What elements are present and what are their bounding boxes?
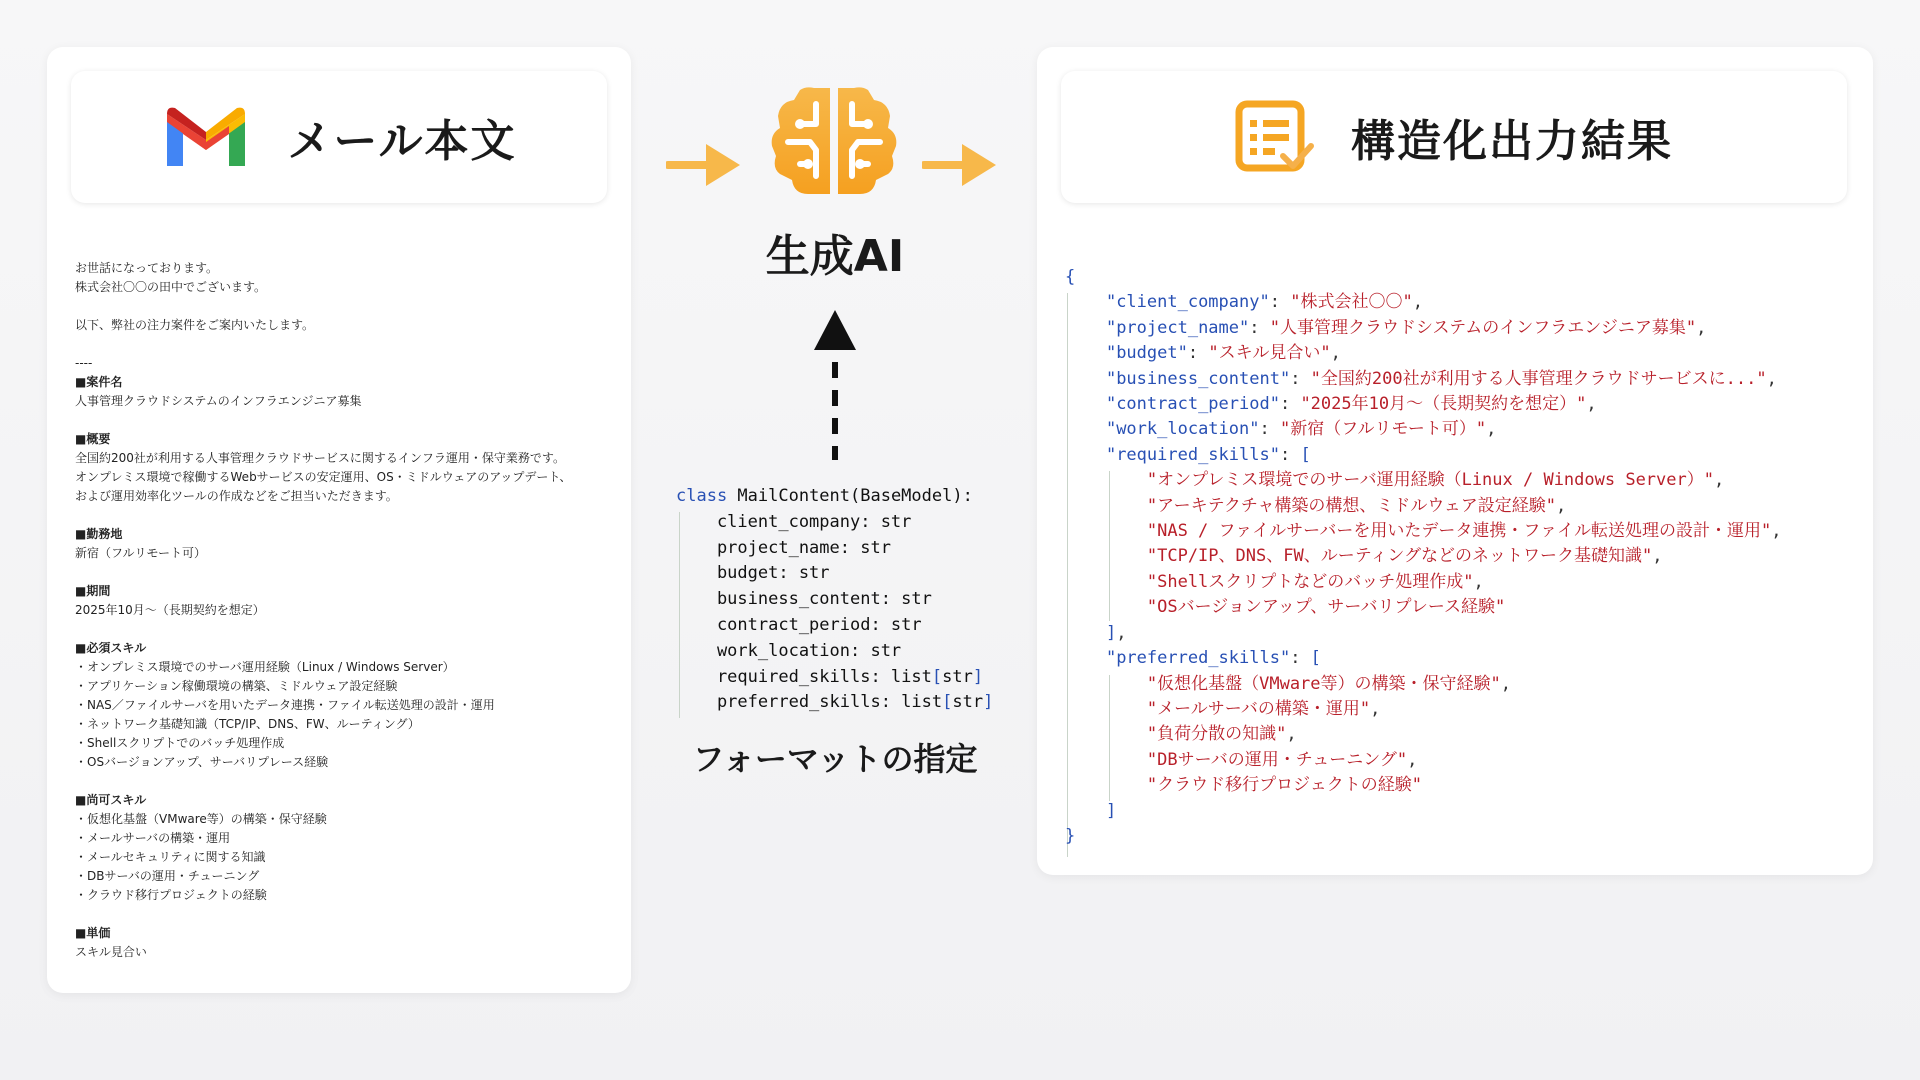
code-token: "business_content" <box>1105 368 1291 389</box>
format-class-code <box>676 484 993 716</box>
mail-section-heading: ■期間 <box>75 584 111 598</box>
code-token: [ <box>942 692 953 713</box>
code-token: "全国約200社が利用する人事管理クラウドサービスに..." <box>1310 368 1767 389</box>
code-line <box>1065 443 1865 468</box>
code-token: "preferred_skills" <box>1105 648 1291 669</box>
code-token: , <box>1771 521 1782 542</box>
code-token: "アーキテクチャ構築の構想、ミドルウェア設定経験" <box>1065 495 1556 516</box>
code-token: "オンプレミス環境でのサーバ運用経験（Linux / Windows Server）" <box>1065 470 1714 491</box>
structured-output-title: 構造化出力結果 <box>1351 116 1673 167</box>
mail-line: 全国約200社が利用する人事管理クラウドサービスに関するインフラ運用・保守業務です。 <box>75 451 565 465</box>
code-line <box>676 639 993 665</box>
mail-body-title: メール本文 <box>287 116 517 167</box>
code-token <box>1065 369 1106 389</box>
code-token: MailContent(BaseModel): <box>737 486 973 506</box>
code-token: "NAS / ファイルサーバーを用いたデータ連携・ファイル転送処理の設計・運用" <box>1065 521 1772 542</box>
code-line <box>1065 646 1865 671</box>
code-line <box>1065 265 1865 290</box>
code-token <box>1065 419 1106 439</box>
code-line <box>1065 316 1865 341</box>
mail-section-heading: ■概要 <box>75 432 111 446</box>
code-token: , <box>1286 724 1297 745</box>
code-line <box>1065 417 1865 442</box>
code-token <box>1065 801 1106 821</box>
code-token: "負荷分散の知識" <box>1065 724 1287 745</box>
code-line <box>676 536 993 562</box>
code-token: str <box>942 666 973 687</box>
mail-line: ・OSバージョンアップ、サーバリプレース経験 <box>75 755 329 769</box>
code-line <box>1065 392 1865 417</box>
code-token: business_content: str <box>676 589 932 610</box>
mail-line: および運用効率化ツールの作成などをご担当いただきます。 <box>75 489 398 503</box>
code-token: class <box>676 486 738 506</box>
mail-line: 株式会社〇〇の田中でございます。 <box>75 280 267 294</box>
mail-line: ・NAS／ファイルサーバを用いたデータ連携・ファイル転送処理の設計・運用 <box>75 698 495 712</box>
code-token: , <box>1116 622 1127 643</box>
code-token: "work_location" <box>1105 419 1260 440</box>
gmail-icon <box>161 104 251 170</box>
code-line <box>1065 367 1865 392</box>
code-token: , <box>1407 749 1418 770</box>
mail-body-header <box>71 71 607 203</box>
code-line <box>1065 824 1865 849</box>
code-token: preferred_skills: list <box>676 692 943 713</box>
code-line <box>676 613 993 639</box>
code-line <box>1065 621 1865 646</box>
code-token: : <box>1290 648 1311 669</box>
code-line <box>676 665 993 691</box>
arrow-right-icon <box>922 140 998 190</box>
code-token: project_name: str <box>676 537 891 558</box>
code-line <box>1065 748 1865 773</box>
code-line <box>1065 799 1865 824</box>
arrow-right-icon <box>666 140 742 190</box>
code-token: "budget" <box>1105 343 1188 364</box>
code-token: , <box>1330 343 1341 364</box>
code-token <box>1065 623 1106 643</box>
code-token: ] <box>1105 622 1117 643</box>
code-token: , <box>1555 495 1567 516</box>
code-token: [ <box>1310 648 1321 669</box>
mail-line: ---- <box>75 356 93 370</box>
code-token: "contract_period" <box>1105 394 1280 415</box>
code-token: , <box>1652 546 1663 567</box>
code-token: : <box>1187 343 1209 364</box>
mail-line: ・クラウド移行プロジェクトの経験 <box>75 888 267 902</box>
code-line <box>676 510 993 536</box>
code-token <box>1065 343 1106 363</box>
blank-line <box>75 335 615 354</box>
code-line <box>1065 544 1865 569</box>
code-token: , <box>1500 673 1512 694</box>
code-line <box>1065 341 1865 366</box>
blank-line <box>75 506 615 525</box>
code-token: [ <box>1300 444 1311 465</box>
brain-icon <box>770 84 898 198</box>
code-token: : <box>1249 317 1270 338</box>
code-token: } <box>1065 825 1076 846</box>
blank-line <box>75 620 615 639</box>
code-token: : <box>1279 444 1301 465</box>
code-token: "クラウド移行プロジェクトの経験" <box>1065 775 1423 796</box>
mail-line: ・オンプレミス環境でのサーバ運用経験（Linux / Windows Server） <box>75 660 455 674</box>
mail-line: お世話になっております。 <box>75 261 219 275</box>
code-token: [ <box>931 666 943 687</box>
code-line <box>1065 722 1865 747</box>
mail-line: 人事管理クラウドシステムのインフラエンジニア募集 <box>75 394 362 408</box>
code-token: "TCP/IP、DNS、FW、ルーティングなどのネットワーク基礎知識" <box>1065 546 1653 567</box>
format-label: フォーマットの指定 <box>692 740 978 778</box>
code-token: "project_name" <box>1105 317 1250 338</box>
code-token: { <box>1065 267 1076 287</box>
blank-line <box>75 411 615 430</box>
mail-line: ・Shellスクリプトでのバッチ処理作成 <box>75 736 285 750</box>
mail-section-heading: ■必須スキル <box>75 641 147 655</box>
mail-section-heading: ■勤務地 <box>75 527 123 541</box>
code-token <box>1065 292 1106 312</box>
code-token: ] <box>983 692 994 713</box>
mail-line: ・メールサーバの構築・運用 <box>75 831 231 845</box>
code-token: required_skills: list <box>676 666 932 687</box>
mail-line: ・仮想化基盤（VMware等）の構築・保守経験 <box>75 812 327 826</box>
code-token: "OSバージョンアップ、サーバリプレース経験" <box>1065 597 1506 618</box>
code-token: "新宿（フルリモート可）" <box>1279 419 1487 440</box>
code-line <box>1065 570 1865 595</box>
mail-line: スキル見合い <box>75 945 147 959</box>
code-token: "2025年10月～（長期契約を想定）" <box>1300 394 1587 415</box>
code-token: , <box>1696 317 1707 338</box>
code-token <box>1065 445 1106 465</box>
blank-line <box>75 772 615 791</box>
code-token <box>1065 318 1106 338</box>
code-token: , <box>1586 394 1597 415</box>
code-token: : <box>1259 419 1280 440</box>
mail-line: ・アプリケーション稼働環境の構築、ミドルウェア設定経験 <box>75 679 398 693</box>
arrow-up-icon <box>810 306 860 466</box>
code-token: , <box>1473 571 1484 592</box>
code-token: "人事管理クラウドシステムのインフラエンジニア募集" <box>1269 317 1697 338</box>
code-line <box>1065 595 1865 620</box>
mail-section-heading: ■案件名 <box>75 375 123 389</box>
code-token: str <box>952 692 984 713</box>
code-token: ] <box>1105 800 1117 821</box>
code-token: : <box>1269 292 1291 313</box>
structured-output-card <box>1037 47 1873 875</box>
code-line <box>676 587 993 613</box>
code-line <box>1065 672 1865 697</box>
code-token: work_location: str <box>676 640 902 661</box>
code-line <box>1065 494 1865 519</box>
code-token: , <box>1766 368 1777 389</box>
blank-line <box>75 905 615 924</box>
code-token: contract_period: str <box>676 614 922 635</box>
mail-line: 新宿（フルリモート可） <box>75 546 207 560</box>
code-line <box>1065 519 1865 544</box>
code-token: , <box>1370 698 1381 719</box>
mail-section-heading: ■単価 <box>75 926 111 940</box>
code-token <box>1065 394 1106 414</box>
code-token: "Shellスクリプトなどのバッチ処理作成" <box>1065 571 1474 592</box>
structured-output-json <box>1065 265 1865 849</box>
code-line <box>676 561 993 587</box>
code-line <box>1065 468 1865 493</box>
mail-body-card <box>47 47 631 993</box>
code-line <box>676 690 993 716</box>
code-token: ] <box>972 666 984 687</box>
code-line <box>1065 290 1865 315</box>
code-token: "client_company" <box>1105 292 1270 313</box>
code-token: "仮想化基盤（VMware等）の構築・保守経験" <box>1065 673 1501 694</box>
mail-section-heading: ■尚可スキル <box>75 793 147 807</box>
structured-output-header <box>1061 71 1847 203</box>
code-token: "株式会社〇〇" <box>1290 292 1413 313</box>
code-token: , <box>1412 292 1423 313</box>
code-line <box>1065 773 1865 798</box>
mail-body-text <box>75 259 615 962</box>
code-line <box>1065 697 1865 722</box>
generative-ai-label: 生成AI <box>765 231 905 282</box>
code-token: : <box>1279 394 1301 415</box>
mail-line: 以下、弊社の注力案件をご案内いたします。 <box>75 318 315 332</box>
code-line <box>676 484 993 510</box>
blank-line <box>75 563 615 582</box>
code-token: "required_skills" <box>1105 444 1280 465</box>
mail-line: 2025年10月〜（長期契約を想定） <box>75 603 265 617</box>
code-token: , <box>1486 419 1497 440</box>
mail-line: ・ネットワーク基礎知識（TCP/IP、DNS、FW、ルーティング） <box>75 717 420 731</box>
checklist-icon <box>1235 100 1315 174</box>
mail-line: ・メールセキュリティに関する知識 <box>75 850 266 864</box>
code-token: "DBサーバの運用・チューニング" <box>1065 749 1408 770</box>
code-token: "スキル見合い" <box>1208 343 1331 364</box>
code-token: , <box>1714 470 1725 491</box>
blank-line <box>75 297 615 316</box>
code-token <box>1065 648 1106 668</box>
mail-line: オンプレミス環境で稼働するWebサービスの安定運用、OS・ミドルウェアのアップデート、 <box>75 470 572 484</box>
code-token: budget: str <box>676 563 830 584</box>
code-token: client_company: str <box>676 511 912 532</box>
mail-line: ・DBサーバの運用・チューニング <box>75 869 260 883</box>
code-token: "メールサーバの構築・運用" <box>1065 698 1371 719</box>
code-token: : <box>1290 368 1311 389</box>
